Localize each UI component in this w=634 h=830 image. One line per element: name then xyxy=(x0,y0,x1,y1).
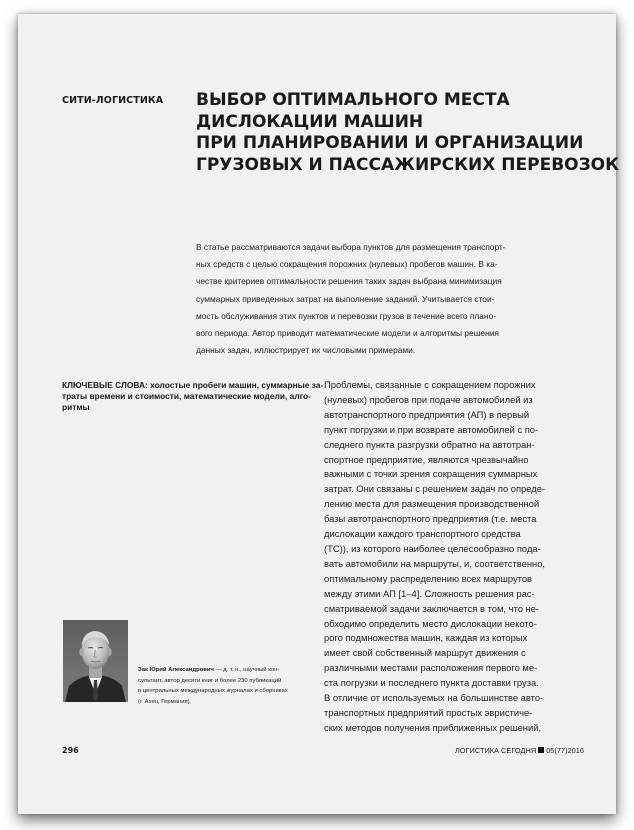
body-text-column xyxy=(324,378,594,736)
abstract-line: данных задач, иллюстрирует их числовыми примерами. xyxy=(196,345,416,356)
abstract-line: суммарных приведенных затрат на выполнение заданий. Учитывается стои- xyxy=(196,293,495,304)
body-line: ста погрузки и последнего пункта доставки груза. xyxy=(324,677,539,689)
journal-issue: 05(77)2016 xyxy=(546,746,584,755)
keywords-line: траты времени и стоимости, математические модели, алго- xyxy=(62,391,311,402)
title-line: ДИСЛОКАЦИИ МАШИН xyxy=(196,111,424,132)
body-line: вать автомобили на маршруты, и, соответственно, xyxy=(324,557,546,569)
body-line: сматриваемой задачи заключается в том, что не- xyxy=(324,602,540,614)
journal-footer xyxy=(455,746,584,755)
body-line: обходимо определить место дислокации некото- xyxy=(324,617,537,629)
square-separator-icon xyxy=(538,747,544,753)
body-line: важными с точки зрения сокращения суммарных xyxy=(324,468,538,480)
body-line: базы автотранспортного предприятия (т.е. места xyxy=(324,513,537,525)
title-line: ВЫБОР ОПТИМАЛЬНОГО МЕСТА xyxy=(196,90,510,110)
author-line: (г. Ахен, Германия) xyxy=(138,698,190,705)
title-line: ПРИ ПЛАНИРОВАНИИ И ОРГАНИЗАЦИИ xyxy=(196,133,584,153)
keywords xyxy=(62,380,324,414)
body-line: затрат. Они связаны с решением задач по опреде- xyxy=(324,483,546,495)
keywords-line: ритмы xyxy=(62,402,90,413)
author-portrait-image xyxy=(63,620,128,702)
body-line: лению места для размещения производственной xyxy=(324,498,540,510)
section-label: СИТИ-ЛОГИСТИКА xyxy=(62,95,164,106)
author-credentials: — д. т. н., научный кон- xyxy=(213,667,280,673)
body-line: спортное предприятие, являются чрезвычайно xyxy=(324,453,529,465)
body-line: (нулевых) пробегов при подаче автомобилей из xyxy=(324,393,533,405)
body-line: пункт погрузки и при возврате автомобилей с по- xyxy=(324,423,539,435)
author-photo xyxy=(63,620,128,702)
title-line: ГРУЗОВЫХ И ПАССАЖИРСКИХ ПЕРЕВОЗОК xyxy=(196,154,620,175)
body-line: рого подмножества машин, каждая из которых xyxy=(324,632,528,644)
body-line: различными местами расположения первого ме- xyxy=(324,662,538,674)
keywords-line: КЛЮЧЕВЫЕ СЛОВА: холостые пробеги машин, суммарные за- xyxy=(62,380,324,390)
page-number: 296 xyxy=(62,746,79,755)
body-line: следнего пункта разгрузки обратно на автотран- xyxy=(324,438,535,450)
body-line: оптимальному распределению всех маршрутов xyxy=(324,572,533,584)
body-line: имеет свой собственный маршрут движения с xyxy=(324,647,526,659)
body-line: В отличие от используемых на большинстве авто- xyxy=(324,692,544,704)
abstract-line: честве критериев оптимальности решения таких задач выбрана минимизация xyxy=(196,276,502,287)
author-line: в центральных международных журналах и сборниках xyxy=(138,688,288,695)
abstract-line: вого периода. Автор приводит математические модели и алгоритмы решения xyxy=(196,328,499,339)
abstract xyxy=(196,239,588,359)
body-line: транспортных предприятий простых эвристиче- xyxy=(324,706,533,718)
author-name: Зак Юрий Александрович xyxy=(138,667,214,673)
body-line: Проблемы, связанные с сокращением порожних xyxy=(324,379,536,390)
body-line: между этими АП [1–4]. Сложность решения рас- xyxy=(324,587,535,599)
abstract-line: В статье рассматриваются задачи выбора пунктов для размещения транспорт- xyxy=(196,242,506,252)
author-info xyxy=(138,665,318,707)
abstract-line: ных средств с целью сокращения порожних (нулевых) пробегов машин. В ка- xyxy=(196,259,498,270)
body-line: (ТС)), из которого наиболее целесообразно пода- xyxy=(324,542,541,554)
author-line: сультант, автор десяти книг и более 230 публикаций xyxy=(138,677,282,684)
journal-name: ЛОГИСТИКА СЕГОДНЯ xyxy=(454,746,537,755)
body-line: автотранспортного предприятия (АП) в первый xyxy=(324,408,530,420)
body-line: ских методов получения приближенных решений, xyxy=(324,721,542,733)
author-line xyxy=(138,665,318,676)
abstract-line: мость обслуживания этих пунктов и перевозки грузов в течение всего плано- xyxy=(196,310,497,321)
body-line: дислокации каждого транспортного средства xyxy=(324,528,521,540)
article-title xyxy=(196,90,620,176)
